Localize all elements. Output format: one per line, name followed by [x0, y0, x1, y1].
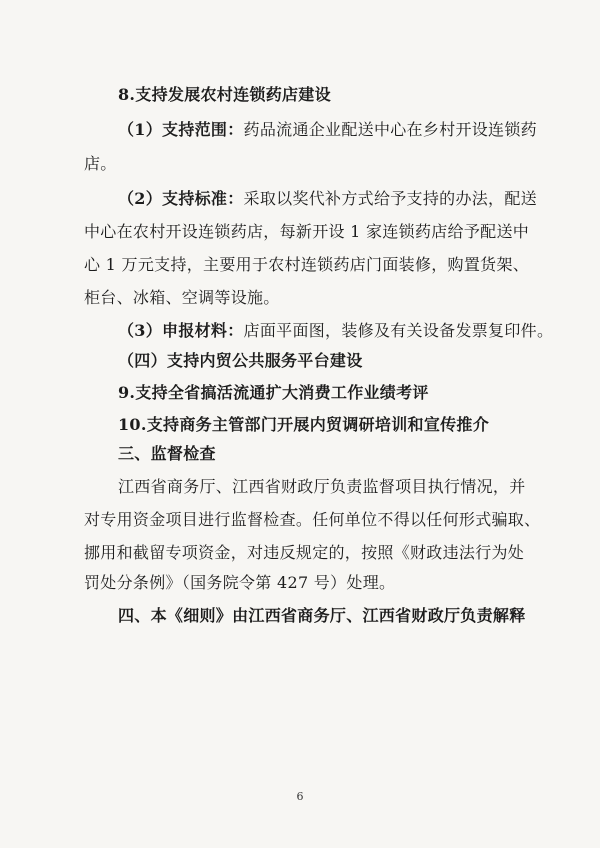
heading-item-10: [118, 414, 518, 436]
paragraph-scope-line-2: [84, 153, 284, 175]
paragraph-supervision-line-3: [84, 542, 525, 564]
supervision-text-1: 江西省商务厅、江西省财政厅负责监督项目执行情况，并: [118, 477, 526, 496]
standard-text-cont-1: 中心在农村开设连锁药店，每新开设 1 家连锁药店给予配送中: [84, 222, 530, 241]
paragraph-scope-line-1: [118, 119, 537, 141]
materials-text: 店面平面图，装修及有关设备发票复印件。: [243, 321, 554, 340]
heading-item-9-text: 9.支持全省搞活流通扩大消费工作业绩考评: [118, 383, 429, 402]
scope-text: 药品流通企业配送中心在乡村开设连锁药: [243, 120, 537, 139]
standard-text-cont-3: 柜台、冰箱、空调等设施。: [84, 288, 280, 307]
heading-supervision: [118, 443, 418, 465]
paragraph-standard-line-3: [84, 254, 530, 276]
paragraph-standard-line-1: [118, 188, 537, 210]
heading-supervision-text: 三、监督检查: [118, 444, 216, 463]
paragraph-standard-line-4: [84, 287, 384, 309]
heading-interpretation: [118, 605, 526, 627]
page-number: 6: [296, 790, 304, 803]
supervision-text-3: 挪用和截留专项资金，对违反规定的，按照《财政违法行为处: [84, 543, 525, 562]
heading-item-9: [118, 382, 518, 404]
heading-item-10-text: 10.支持商务主管部门开展内贸调研培训和宣传推介: [118, 415, 490, 434]
heading-section-four: [118, 350, 518, 372]
scope-text-cont: 店。: [84, 154, 117, 173]
heading-item-8-text: 8.支持发展农村连锁药店建设: [118, 85, 331, 104]
heading-section-four-text: （四）支持内贸公共服务平台建设: [118, 351, 363, 370]
scope-label: （1）支持范围：: [118, 120, 244, 139]
paragraph-supervision-line-1: [118, 476, 526, 498]
paragraph-materials: [118, 320, 554, 342]
standard-text-cont-2: 心 1 万元支持，主要用于农村连锁药店门面装修，购置货架、: [84, 255, 530, 274]
supervision-text-2: 对专用资金项目进行监督检查。任何单位不得以任何形式骗取、: [84, 510, 541, 529]
materials-label: （3）申报材料：: [118, 321, 244, 340]
paragraph-standard-line-2: [84, 221, 530, 243]
standard-label: （2）支持标准：: [118, 189, 244, 208]
paragraph-supervision-line-4: [84, 572, 484, 594]
heading-item-8: [118, 84, 518, 106]
paragraph-supervision-line-2: [84, 509, 541, 531]
heading-interpretation-text: 四、本《细则》由江西省商务厅、江西省财政厅负责解释: [118, 606, 526, 625]
standard-text: 采取以奖代补方式给予支持的办法，配送: [243, 189, 537, 208]
supervision-text-4: 罚处分条例》（国务院令第 427 号）处理。: [84, 573, 396, 592]
